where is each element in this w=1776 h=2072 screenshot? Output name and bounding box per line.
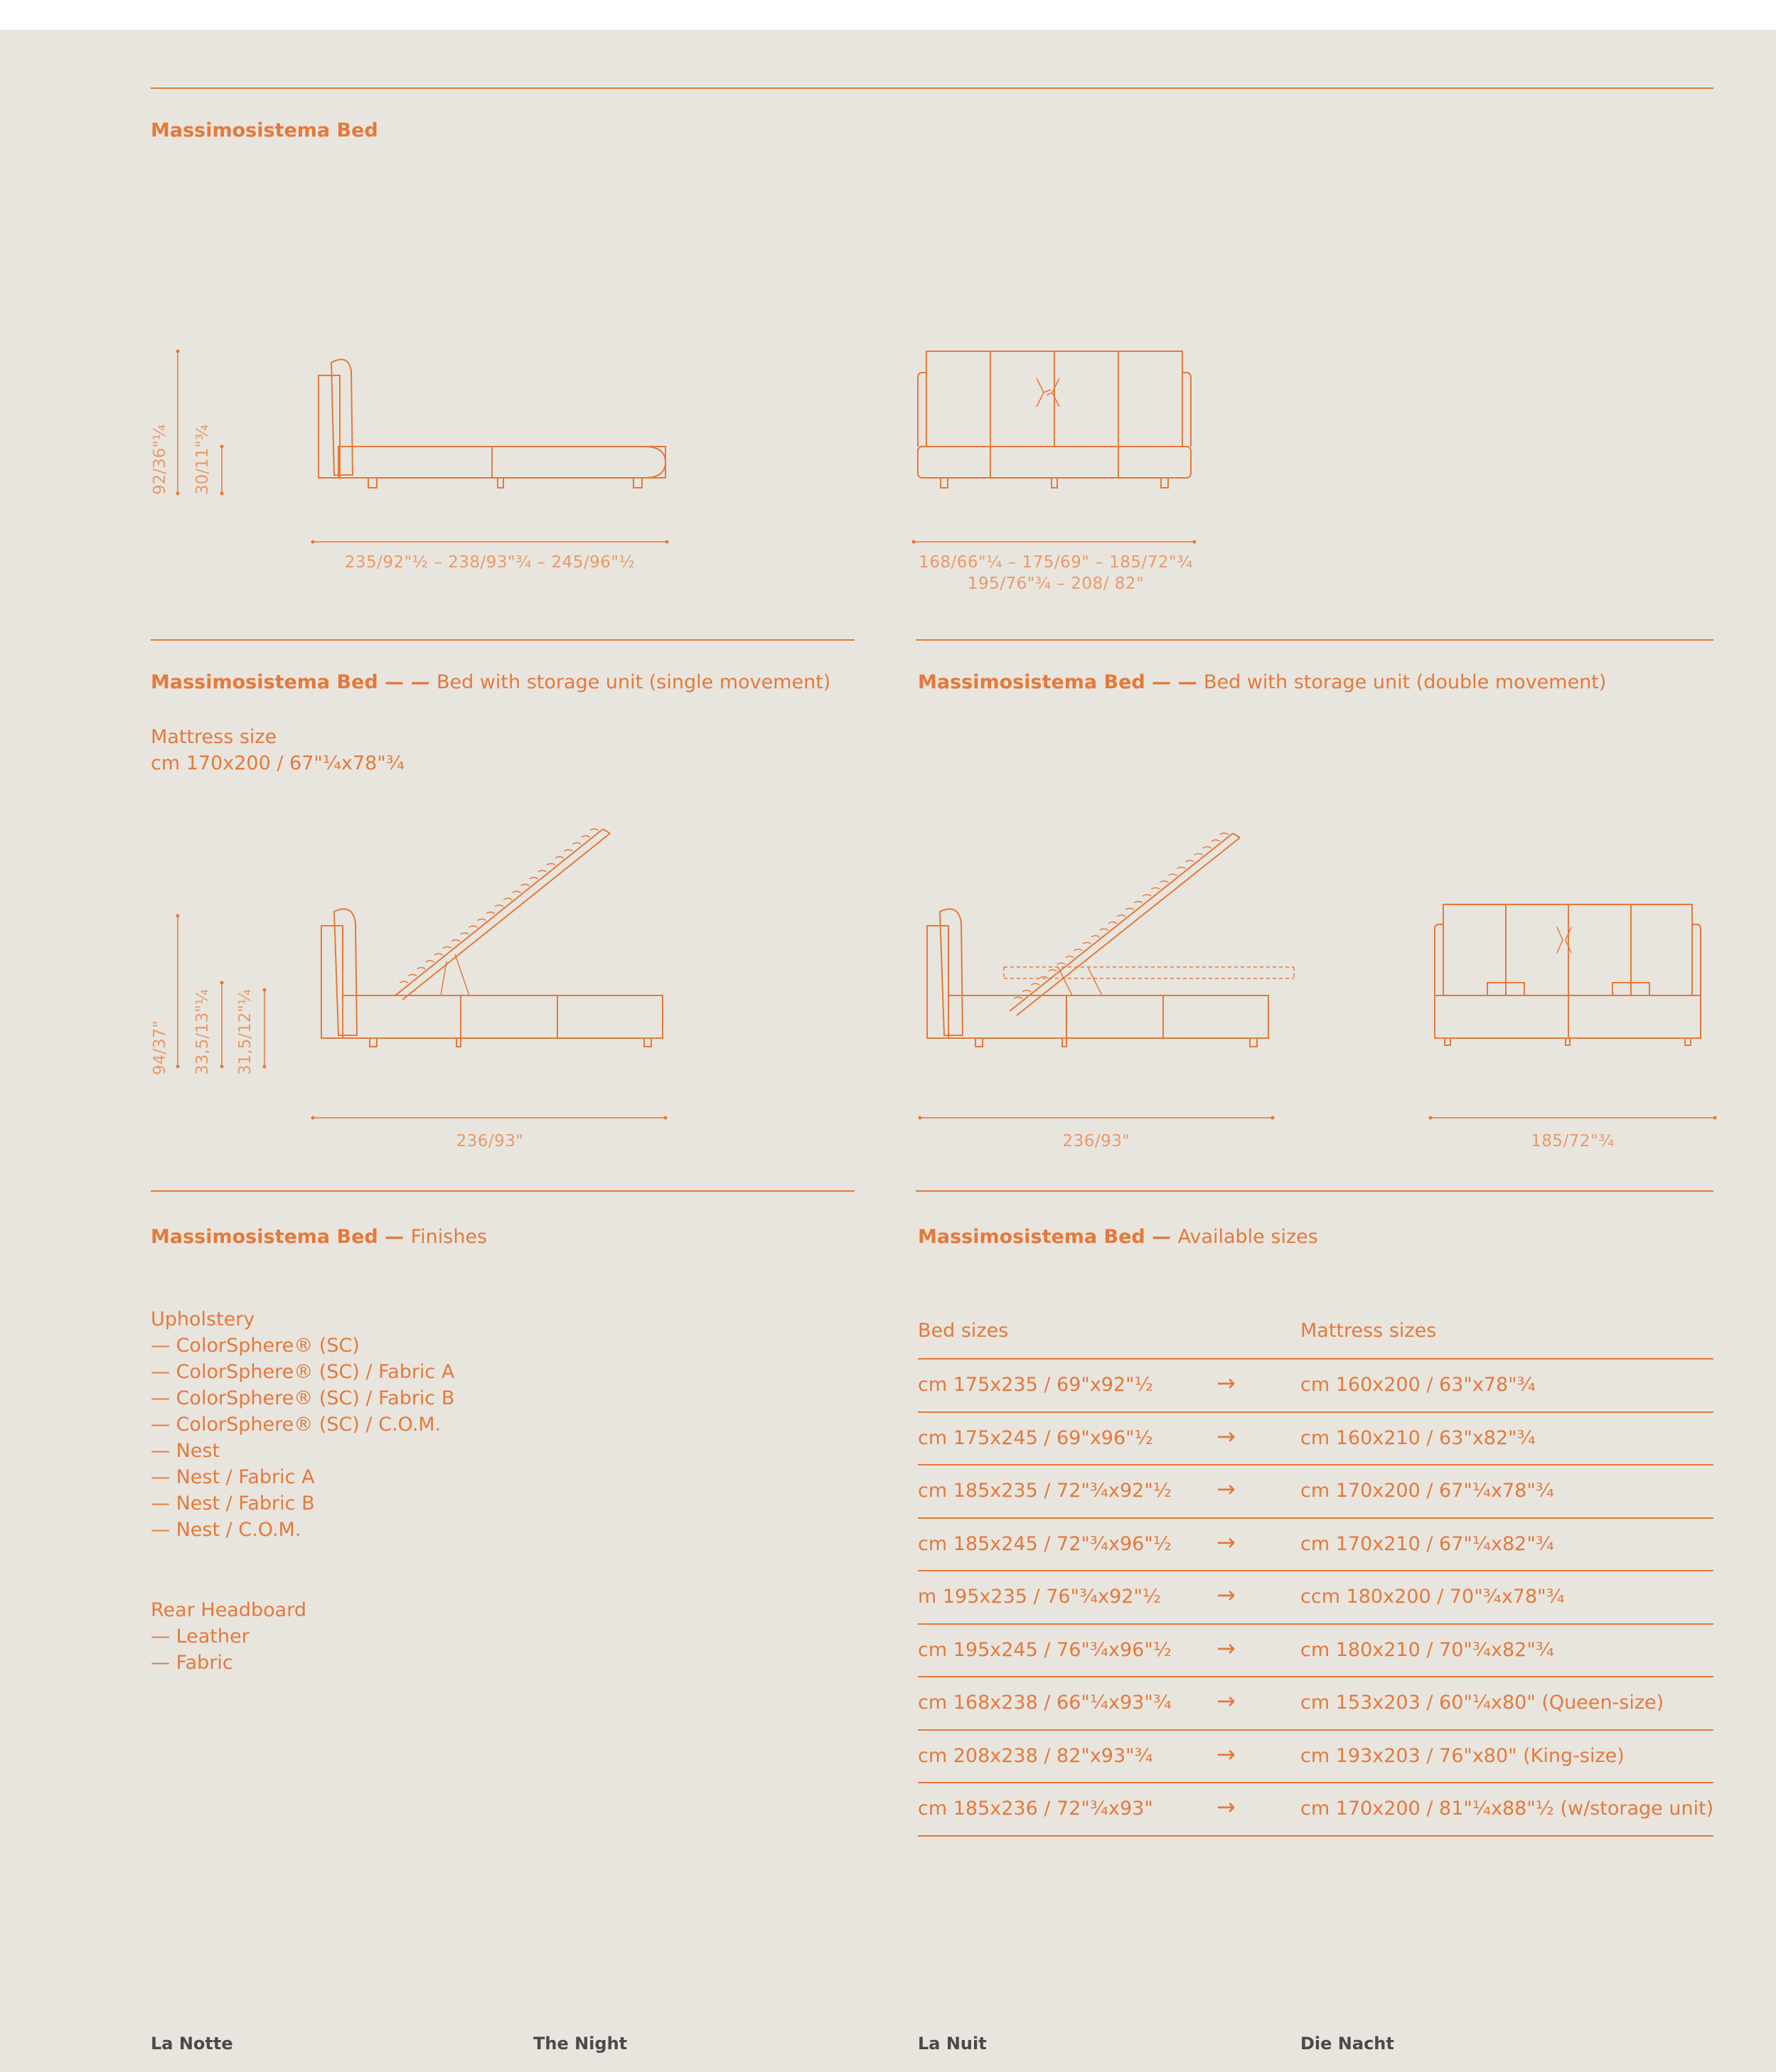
section-rule [916,1190,1713,1192]
side-width-dim: 235/92"½ – 238/93"¾ – 245/96"½ [344,553,636,572]
section-title: Massimosistema Bed [151,671,378,693]
section-title: Massimosistema Bed [151,1226,378,1248]
section-subtitle: Finishes [410,1226,488,1248]
arrow-right-icon: → [1216,1369,1236,1397]
mattress-size-cell: cm 170x210 / 67"¼x82"¾ [1300,1532,1554,1555]
table-row [918,1519,1713,1572]
mattress-size-cell: cm 193x203 / 76"x80" (King-size) [1300,1744,1625,1767]
section-title: Massimosistema Bed [918,1226,1145,1248]
upholstery-item: — ColorSphere® (SC) / Fabric B [151,1387,455,1409]
spec-page [0,30,1776,2072]
mattress-size-cell: cm 170x200 / 81"¼x88"½ (w/storage unit) [1300,1798,1714,1820]
bed-size-cell: cm 185x236 / 72"¾x93" [918,1798,1153,1820]
title-separator: — [378,1226,411,1248]
section-subtitle: Bed with storage unit (single movement) [436,671,831,693]
col-header-bed: Bed sizes [918,1320,1009,1342]
arrow-right-icon: → [1216,1634,1236,1662]
table-row [918,1413,1713,1466]
bed-size-cell: cm 175x235 / 69"x92"½ [918,1374,1153,1396]
table-row [918,1731,1713,1784]
headboard-list [151,1597,306,1676]
section-subtitle: Available sizes [1177,1226,1318,1248]
upholstery-item: — ColorSphere® (SC) / C.O.M. [151,1414,442,1436]
height-dim-base: 30/11"¾ [193,424,212,495]
bed-size-cell: cm 168x238 / 66"¼x93"¾ [918,1692,1172,1714]
mattress-size-label: Mattress size [151,726,277,748]
headboard-item: — Fabric [151,1652,233,1674]
mattress-size-cell: cm 153x203 / 60"¼x80" (Queen-size) [1300,1692,1664,1714]
upholstery-item: — ColorSphere® (SC) [151,1335,360,1357]
table-row [918,1571,1713,1625]
upholstery-list [151,1306,454,1543]
arrow-right-icon: → [1216,1793,1236,1820]
footer-label: Die Nacht [1300,2034,1394,2054]
upholstery-label: Upholstery [151,1308,255,1330]
upholstery-item: — Nest / Fabric B [151,1492,315,1515]
table-row [918,1625,1713,1678]
arrow-right-icon: → [1216,1528,1236,1556]
bed-size-cell: m 195x235 / 76"¾x92"½ [918,1586,1162,1608]
table-row [918,1783,1713,1837]
title-separator: — — [378,671,437,693]
title-separator: — — [1145,671,1204,693]
bed-size-cell: cm 195x245 / 76"¾x96"½ [918,1638,1172,1661]
height-dim-headboard: 33,5/13"¼ [193,988,212,1075]
section-heading [151,1226,487,1248]
headboard-item: — Leather [151,1625,250,1648]
height-dim-total: 92/36"¼ [151,424,169,495]
arrow-right-icon: → [1216,1581,1236,1608]
headboard-label: Rear Headboard [151,1599,306,1621]
height-dim-total: 94/37" [151,1020,169,1075]
bed-size-cell: cm 208x238 / 82"x93"¾ [918,1744,1153,1767]
section-rule [151,1190,855,1192]
footer-label: The Night [533,2034,628,2054]
section-title: Massimosistema Bed [151,119,378,141]
double-side-width-dim: 236/93" [1062,1132,1130,1150]
table-row [918,1465,1713,1519]
bed-size-cell: cm 185x245 / 72"¾x96"½ [918,1532,1172,1555]
front-width-dim-line2: 195/76"¾ – 208/ 82" [967,575,1145,593]
upholstery-item: — Nest / C.O.M. [151,1519,301,1541]
title-separator: — [1145,1226,1178,1248]
double-front-width-dim: 185/72"¾ [1531,1132,1615,1150]
arrow-right-icon: → [1216,1475,1236,1502]
footer-label: La Nuit [918,2034,987,2054]
section-heading [918,1226,1318,1248]
upholstery-item: — ColorSphere® (SC) / Fabric A [151,1361,455,1383]
table-header-row [918,1318,1713,1360]
bed-size-cell: cm 185x235 / 72"¾x92"½ [918,1480,1172,1502]
mattress-size-cell: ccm 180x200 / 70"¾x78"¾ [1300,1586,1565,1608]
bed-size-cell: cm 175x245 / 69"x96"½ [918,1426,1153,1449]
mattress-size-cell: cm 180x210 / 70"¾x82"¾ [1300,1638,1554,1661]
mattress-size-value: cm 170x200 / 67"¼x78"¾ [151,752,405,774]
upholstery-item: — Nest / Fabric A [151,1466,315,1488]
section-title: Massimosistema Bed [918,671,1145,693]
front-width-dim-line1: 168/66"¼ – 175/69" – 185/72"¾ [919,553,1193,572]
arrow-right-icon: → [1216,1740,1236,1768]
table-row [918,1677,1713,1731]
section-subtitle: Bed with storage unit (double movement) [1203,671,1607,693]
col-header-mattress: Mattress sizes [1300,1320,1437,1342]
single-side-width-dim: 236/93" [456,1132,524,1150]
height-dim-base: 31,5/12"¼ [236,988,255,1075]
upholstery-item: — Nest [151,1440,220,1462]
mattress-size-cell: cm 160x210 / 63"x82"¾ [1300,1426,1536,1449]
footer-label: La Notte [151,2034,233,2054]
arrow-right-icon: → [1216,1422,1236,1450]
mattress-size-cell: cm 160x200 / 63"x78"¾ [1300,1374,1536,1396]
table-row [918,1360,1713,1413]
arrow-right-icon: → [1216,1687,1236,1714]
mattress-size-cell: cm 170x200 / 67"¼x78"¾ [1300,1480,1554,1502]
